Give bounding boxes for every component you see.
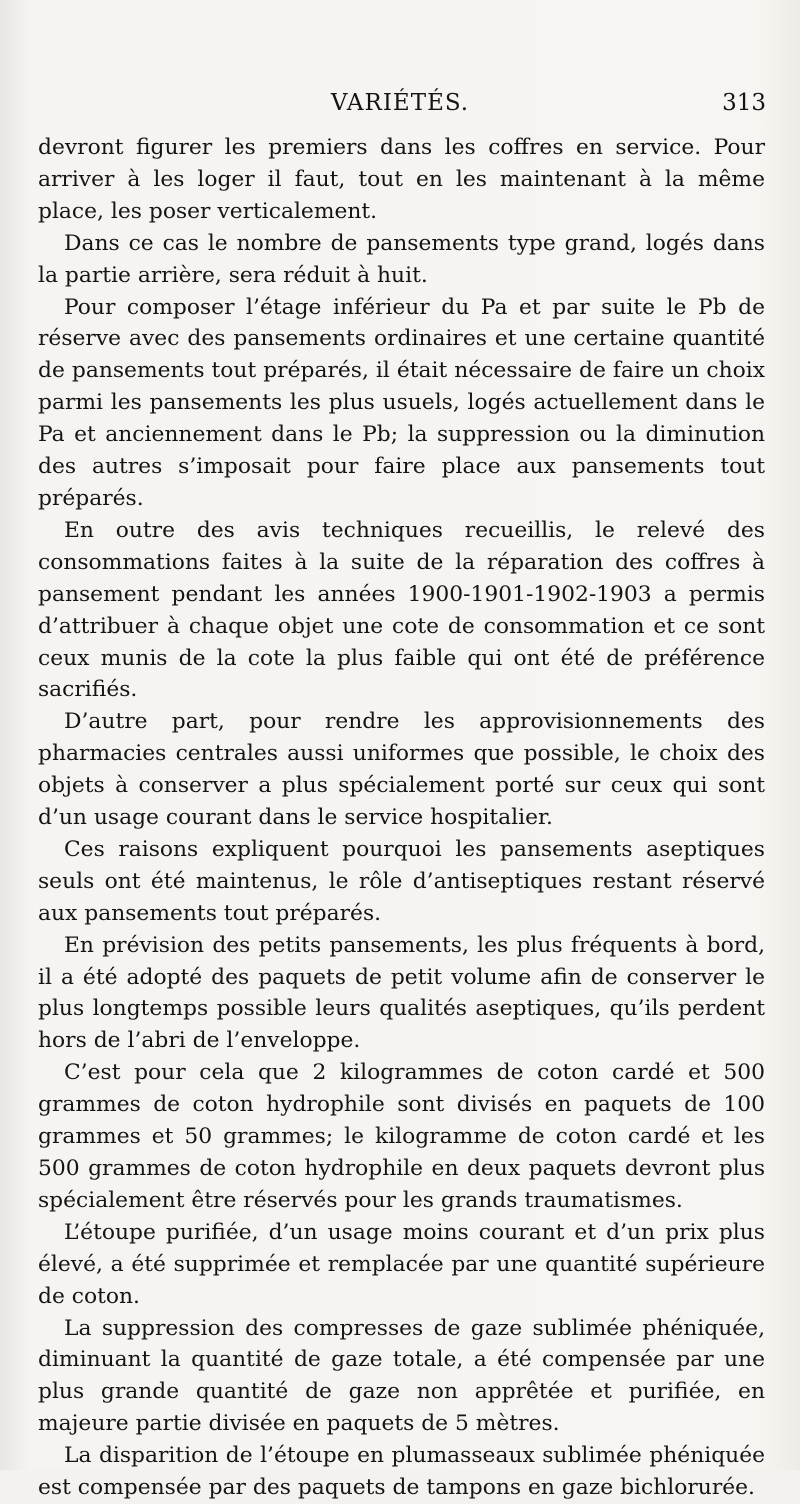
paragraph-6: Ces raisons expliquent pourquoi les pansements aseptiques seuls ont été maintenus, le rôle d’antiseptiques restant réservé aux pansements tout préparés. — [38, 836, 765, 926]
paragraph-3: Pour composer l’étage inférieur du Pa et par suite le Pb de réserve avec des pansements ordinaires et une certaine quantité de pansements tout préparés, il était nécessaire de faire un choix parmi les pansements les plus usuels, logés actuellement dans le Pa et anciennement dans le Pb; la suppression ou la diminution des autres s’imposait pour faire place aux pansements tout préparés. — [38, 294, 765, 511]
page-number: 313 — [722, 90, 766, 116]
paragraph-4: En outre des avis techniques recueillis, le relevé des consommations faites à la suite de la réparation des coffres à pansement pendant les années 1900-1901-1902-1903 a permis d’attribuer à chaque objet une cote de consommation et ce sont ceux munis de la cote la plus faible qui ont été de préférence sacrifiés. — [38, 517, 765, 703]
paragraph-9: L’étoupe purifiée, d’un usage moins courant et d’un prix plus élevé, a été supprimée et remplacée par une quantité supérieure de coton. — [38, 1219, 765, 1309]
paragraph-11: La disparition de l’étoupe en plumasseaux sublimée phéniquée est compensée par des paquets de tampons en gaze bichlorurée. — [38, 1443, 765, 1501]
running-title: VARIÉTÉS. — [330, 90, 470, 116]
paragraph-1: devront figurer les premiers dans les coffres en service. Pour arriver à les loger il faut, tout en les maintenant à la même place, les poser verticalement. — [38, 135, 765, 224]
paragraph-8: C’est pour cela que 2 kilogrammes de coton cardé et 500 grammes de coton hydrophile sont divisés en paquets de 100 grammes et 50 grammes; le kilogramme de coton cardé et les 500 grammes de coton hydrophile en deux paquets devront plus spécialement être réservés pour les grands traumatismes. — [38, 1060, 765, 1213]
paragraph-7: En prévision des petits pansements, les plus fréquents à bord, il a été adopté des paquets de petit volume afin de conserver le plus longtemps possible leurs qualités aseptiques, qu’ils perdent hors de l’abri de l’enveloppe. — [38, 932, 765, 1054]
page-header — [0, 90, 800, 126]
body-text — [38, 132, 765, 1504]
paragraph-10: La suppression des compresses de gaze sublimée phéniquée, diminuant la quantité de gaze totale, a été compensée par une plus grande quantité de gaze non apprêtée et purifiée, en majeure partie divisée en paquets de 5 mètres. — [38, 1315, 765, 1437]
paragraph-5: D’autre part, pour rendre les approvisionnements des pharmacies centrales aussi uniformes que possible, le choix des objets à conserver a plus spécialement porté sur ceux qui sont d’un usage courant dans le service hospitalier. — [38, 709, 765, 831]
paragraph-2: Dans ce cas le nombre de pansements type grand, logés dans la partie arrière, sera réduit à huit. — [38, 230, 765, 288]
